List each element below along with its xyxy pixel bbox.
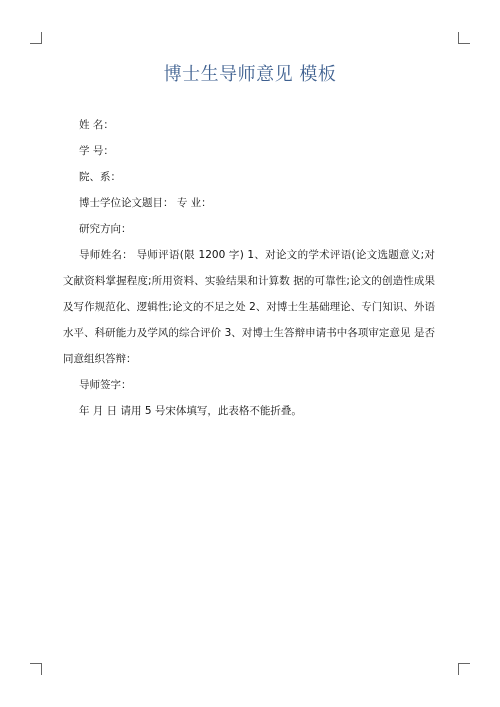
document-title: 博士生导师意见 模板 <box>163 64 337 85</box>
name-field: 姓 名： <box>79 119 114 131</box>
crop-mark-top-right <box>458 32 470 44</box>
crop-mark-top-left <box>30 32 42 44</box>
document-body <box>63 112 435 424</box>
advisor-review-paragraph: 导师姓名： 导师评语(限 1200 字) 1、对论文的学术评语(论文选题意义;对文献资料掌握程度;所用资料、实验结果和计算数 据的可靠性;论文的创造性成果及写作规范化、逻辑性;论文的不足之处 2、对博士生基础理论、专门知识、外语水平、科研能力及学风的综合评价 3、对博士生答辩申请书中各项审定意见 是否同意组织答辩： <box>63 249 435 365</box>
date-note: 年 月 日 请用 5 号宋体填写，此表格不能折叠。 <box>79 405 302 417</box>
crop-mark-bottom-left <box>30 663 42 675</box>
crop-mark-bottom-right <box>458 663 470 675</box>
advisor-signature-field: 导师签字： <box>79 379 132 391</box>
thesis-major-field: 博士学位论文题目： 专 业： <box>79 197 212 209</box>
department-field: 院、系： <box>79 171 121 183</box>
research-direction-field: 研究方向： <box>79 223 132 235</box>
student-id-field: 学 号： <box>79 145 114 157</box>
